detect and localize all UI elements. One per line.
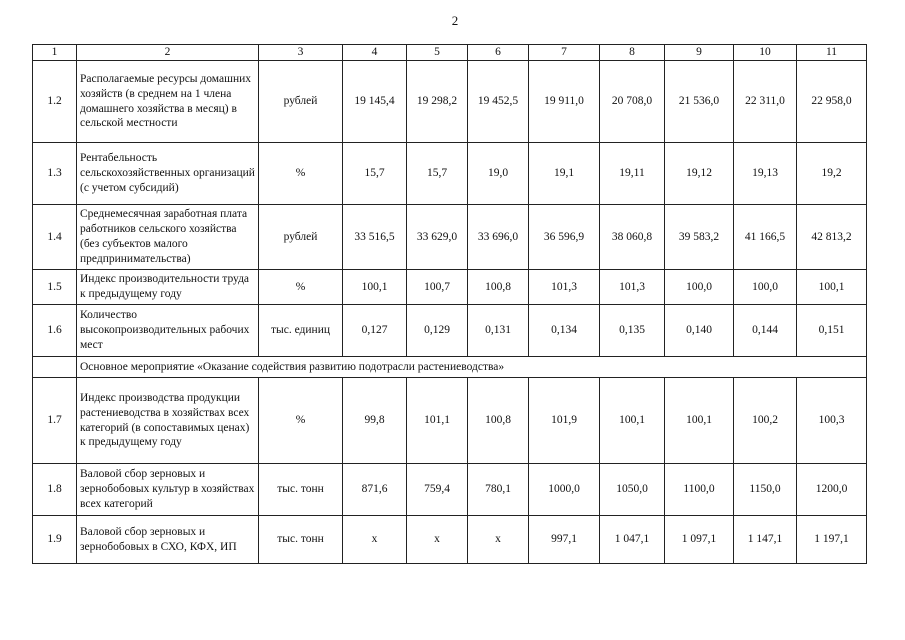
value-cell: 0,135 [600,305,665,357]
value-cell: 100,1 [600,378,665,464]
indicators-table [32,44,867,564]
page-number: 2 [451,13,459,28]
value-cell: 100,0 [665,270,734,305]
value-cell: 780,1 [468,464,529,516]
value-cell: 19,11 [600,143,665,205]
section-number-cell [33,357,77,378]
value-cell: 19 452,5 [468,61,529,143]
value-cell: 19,2 [797,143,867,205]
value-cell: 997,1 [529,516,600,564]
value-cell: 100,3 [797,378,867,464]
value-cell: 21 536,0 [665,61,734,143]
row-number: 1.2 [33,61,77,143]
unit-cell: % [259,270,343,305]
header-row [33,45,867,61]
indicator-name: Количество высокопроизводительных рабочих мест [77,305,259,357]
value-cell: 38 060,8 [600,205,665,270]
table-row [33,305,867,357]
row-number: 1.4 [33,205,77,270]
value-cell: 100,8 [468,378,529,464]
unit-cell: рублей [259,61,343,143]
value-cell: 1000,0 [529,464,600,516]
column-header: 11 [797,45,867,61]
row-number: 1.5 [33,270,77,305]
value-cell: 39 583,2 [665,205,734,270]
value-cell: x [343,516,407,564]
value-cell: 19,0 [468,143,529,205]
value-cell: 0,129 [407,305,468,357]
value-cell: 1 047,1 [600,516,665,564]
value-cell: 0,134 [529,305,600,357]
column-header: 4 [343,45,407,61]
value-cell: 0,140 [665,305,734,357]
table-row [33,516,867,564]
table-row [33,143,867,205]
value-cell: 100,1 [665,378,734,464]
indicator-name: Среднемесячная заработная плата работников сельского хозяйства (без субъектов малого предпринимательства) [77,205,259,270]
indicator-name: Индекс производства продукции растениеводства в хозяйствах всех категорий (в сопоставимых ценах) к предыдущему году [77,378,259,464]
table-row [33,61,867,143]
indicator-name: Индекс производительности труда к предыдущему году [77,270,259,305]
column-header: 9 [665,45,734,61]
value-cell: 100,1 [343,270,407,305]
table-row [33,378,867,464]
column-header: 8 [600,45,665,61]
row-number: 1.6 [33,305,77,357]
value-cell: 15,7 [343,143,407,205]
value-cell: 99,8 [343,378,407,464]
value-cell: 1100,0 [665,464,734,516]
value-cell: 1 197,1 [797,516,867,564]
unit-cell: % [259,143,343,205]
value-cell: 20 708,0 [600,61,665,143]
value-cell: 15,7 [407,143,468,205]
value-cell: 19 911,0 [529,61,600,143]
table-row [33,270,867,305]
column-header: 7 [529,45,600,61]
value-cell: 19,13 [734,143,797,205]
indicator-name: Валовой сбор зерновых и зернобобовых культур в хозяйствах всех категорий [77,464,259,516]
value-cell: 871,6 [343,464,407,516]
value-cell: 41 166,5 [734,205,797,270]
column-header: 1 [33,45,77,61]
indicator-name: Располагаемые ресурсы домашних хозяйств (в среднем на 1 члена домашнего хозяйства в месяц) в сельской местности [77,61,259,143]
value-cell: 19,1 [529,143,600,205]
value-cell: 33 696,0 [468,205,529,270]
column-header: 6 [468,45,529,61]
value-cell: 101,9 [529,378,600,464]
value-cell: 33 516,5 [343,205,407,270]
value-cell: 19,12 [665,143,734,205]
row-number: 1.8 [33,464,77,516]
value-cell: 100,2 [734,378,797,464]
indicator-name: Валовой сбор зерновых и зернобобовых в СХО, КФХ, ИП [77,516,259,564]
indicator-name: Рентабельность сельскохозяйственных организаций (с учетом субсидий) [77,143,259,205]
value-cell: 42 813,2 [797,205,867,270]
value-cell: 1 097,1 [665,516,734,564]
column-header: 10 [734,45,797,61]
value-cell: 100,0 [734,270,797,305]
value-cell: 101,1 [407,378,468,464]
section-row [33,357,867,378]
unit-cell: % [259,378,343,464]
unit-cell: тыс. единиц [259,305,343,357]
column-header: 2 [77,45,259,61]
value-cell: 1200,0 [797,464,867,516]
value-cell: 0,144 [734,305,797,357]
table-row [33,205,867,270]
value-cell: 100,8 [468,270,529,305]
value-cell: 1050,0 [600,464,665,516]
value-cell: x [407,516,468,564]
row-number: 1.7 [33,378,77,464]
value-cell: 36 596,9 [529,205,600,270]
value-cell: 101,3 [529,270,600,305]
value-cell: 22 311,0 [734,61,797,143]
value-cell: x [468,516,529,564]
value-cell: 22 958,0 [797,61,867,143]
value-cell: 101,3 [600,270,665,305]
column-header: 3 [259,45,343,61]
section-title: Основное мероприятие «Оказание содействия развитию подотрасли растениеводства» [77,357,867,378]
value-cell: 759,4 [407,464,468,516]
value-cell: 19 298,2 [407,61,468,143]
value-cell: 1150,0 [734,464,797,516]
value-cell: 100,7 [407,270,468,305]
value-cell: 1 147,1 [734,516,797,564]
value-cell: 19 145,4 [343,61,407,143]
table-row [33,464,867,516]
unit-cell: рублей [259,205,343,270]
column-header: 5 [407,45,468,61]
row-number: 1.3 [33,143,77,205]
value-cell: 100,1 [797,270,867,305]
value-cell: 0,131 [468,305,529,357]
row-number: 1.9 [33,516,77,564]
unit-cell: тыс. тонн [259,516,343,564]
unit-cell: тыс. тонн [259,464,343,516]
value-cell: 33 629,0 [407,205,468,270]
value-cell: 0,151 [797,305,867,357]
value-cell: 0,127 [343,305,407,357]
